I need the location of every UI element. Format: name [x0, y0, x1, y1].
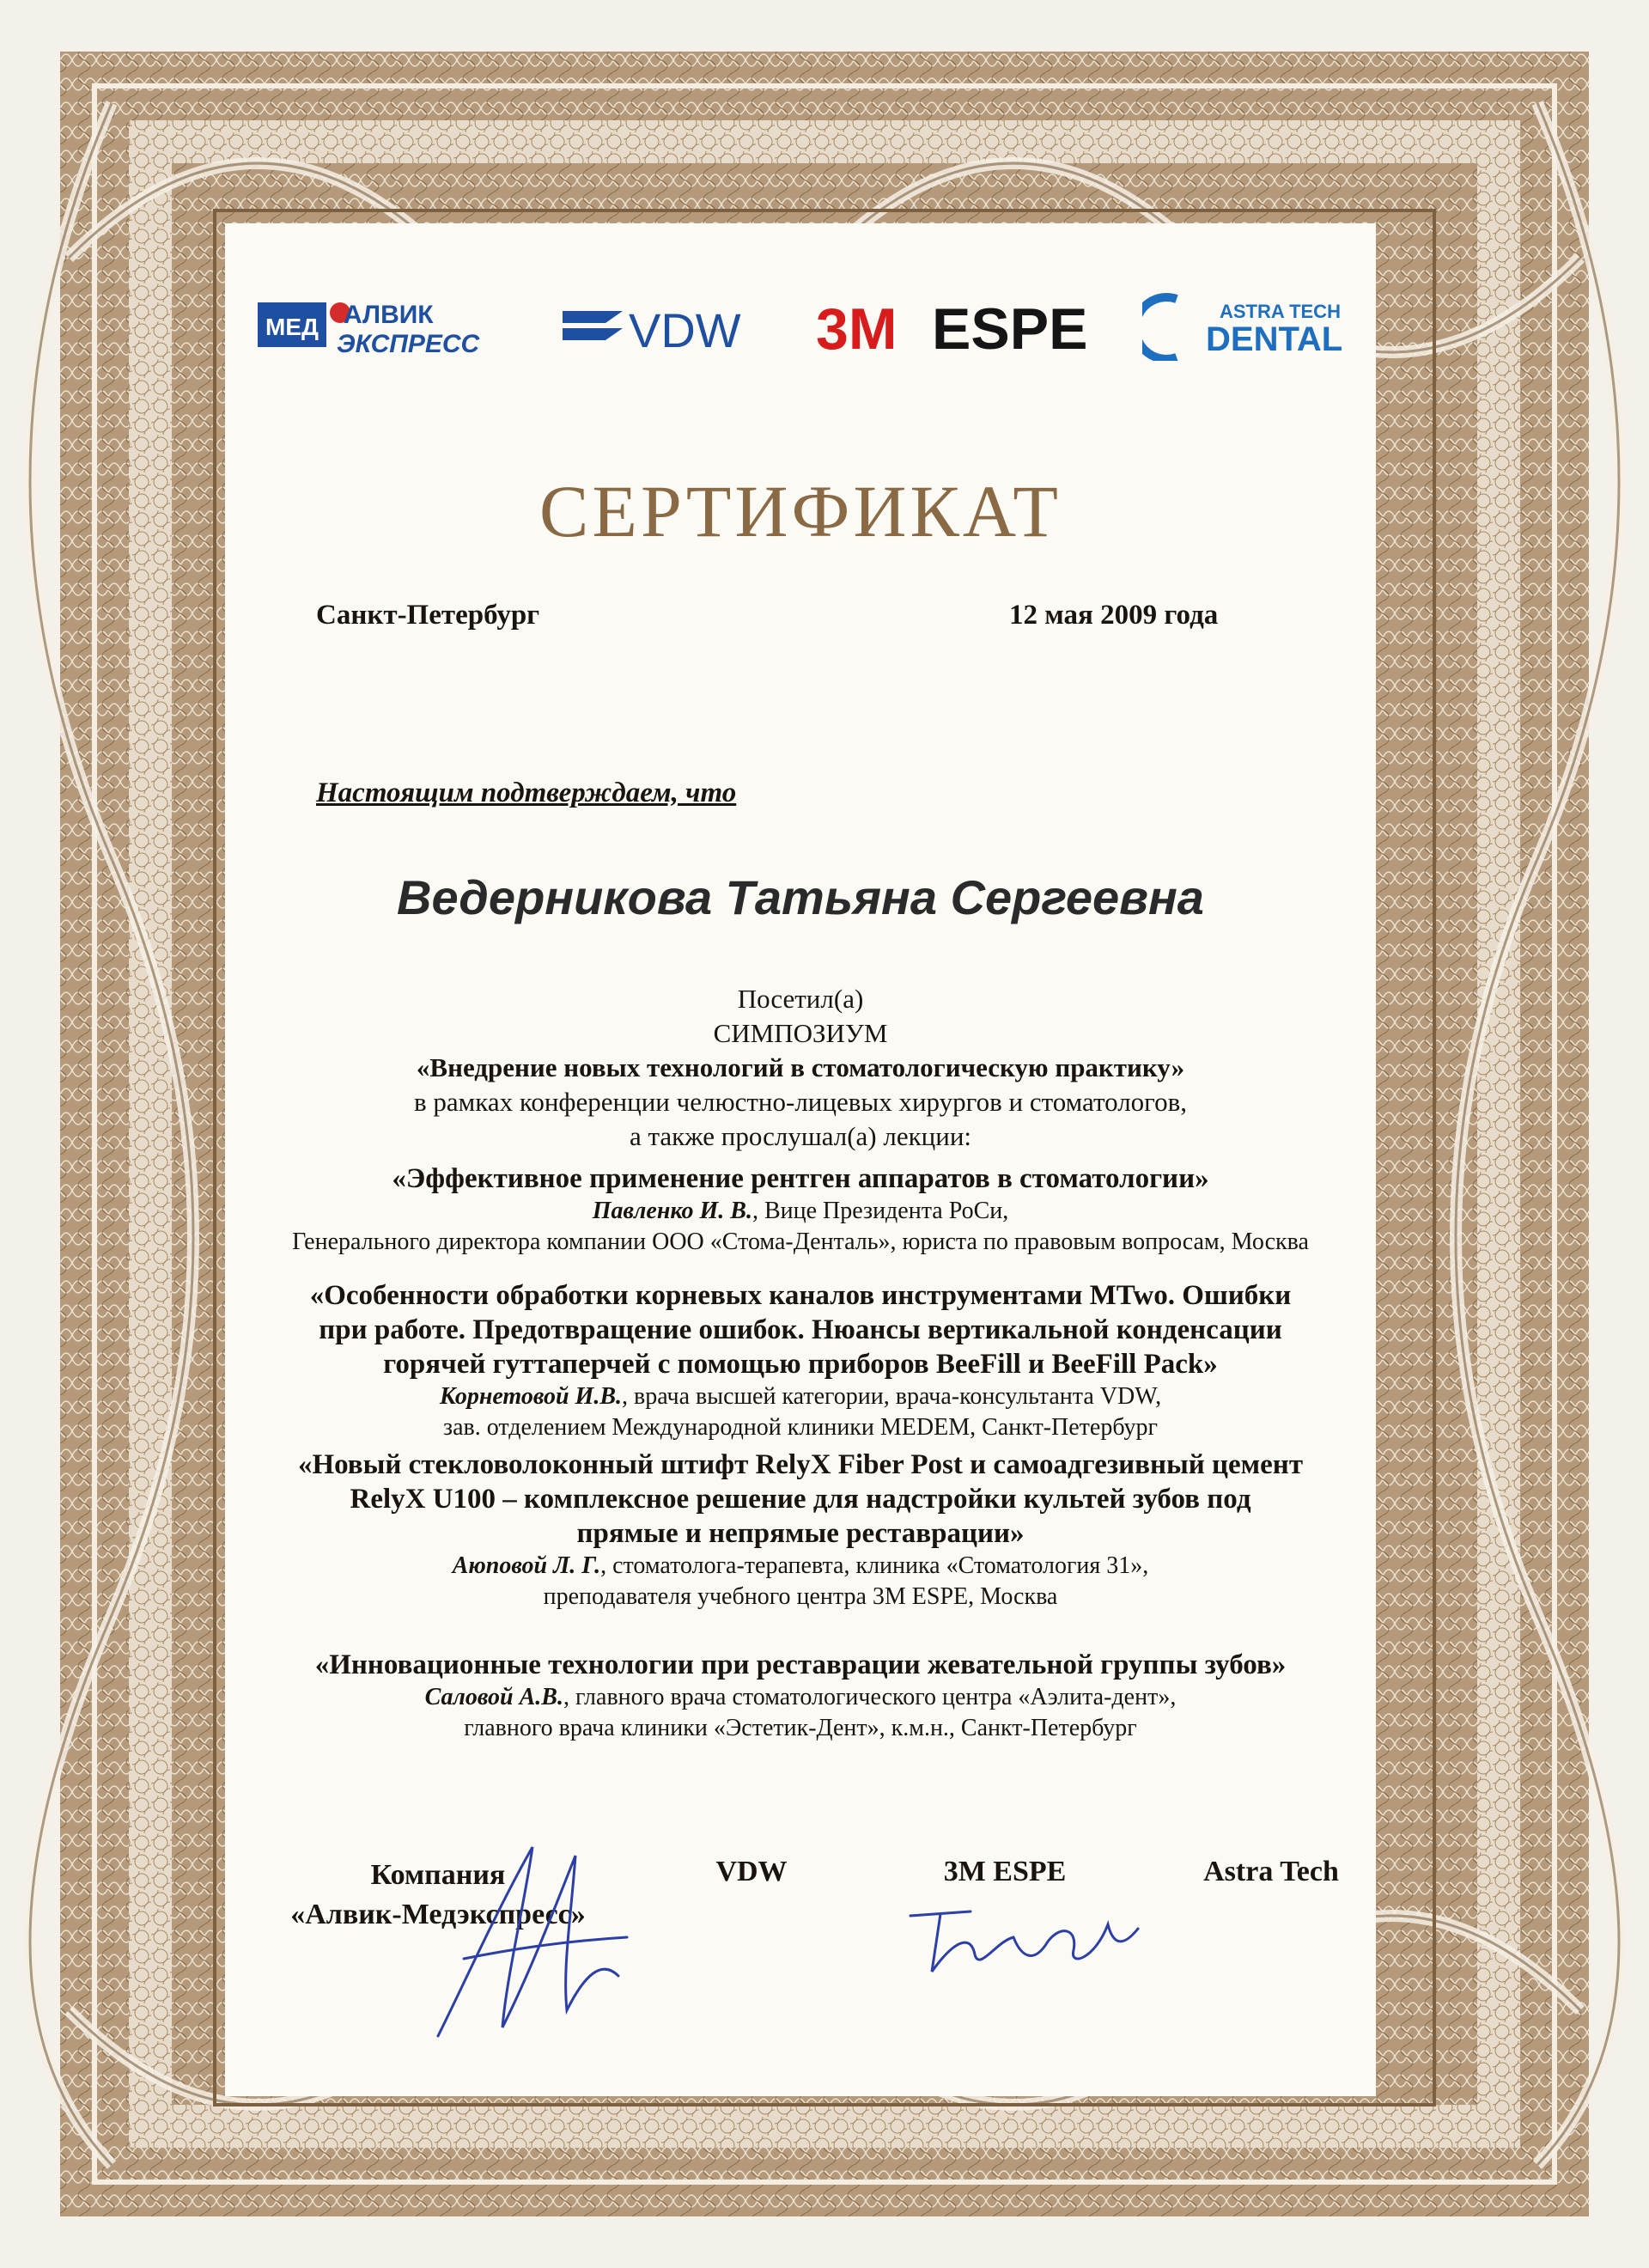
alvik-medexpress-logo: [258, 292, 515, 361]
sponsor-vdw: VDW: [715, 1856, 788, 1887]
sponsor-3m-espe: 3M ESPE: [943, 1856, 1067, 1887]
lecture-details: зав. отделением Международной клиники MEDEM, Санкт-Петербург: [443, 1414, 1158, 1441]
lecture-title: горячей гуттаперчей с помощью приборов BeeFill и BeeFill Pack»: [383, 1349, 1218, 1380]
lecture-title: при работе. Предотвращение ошибок. Нюансы вертикальной конденсации: [319, 1314, 1282, 1345]
lecture-speaker: Аюповой Л. Г.: [452, 1552, 601, 1579]
certificate-date: 12 мая 2009 года: [1009, 600, 1219, 631]
lecture-speaker: Корнетовой И.В.: [439, 1383, 622, 1410]
lecture-title: «Эффективное применение рентген аппаратов в стоматологии»: [392, 1163, 1209, 1194]
lecture-details: , главного врача стоматологического центра «Аэлита-дент»,: [563, 1684, 1177, 1710]
signature-alvik: [404, 1830, 661, 2053]
attended-label: Посетил(а): [737, 984, 864, 1014]
lecture-title: «Новый стекловолоконный штифт RelyX Fiber Post и самоадгезивный цемент: [297, 1449, 1304, 1480]
lecture-item: [225, 1161, 1376, 1258]
lecture-details: преподавателя учебного центра 3M ESPE, Москва: [543, 1583, 1058, 1610]
sponsor-name: «Алвик-Медэкспресс»: [290, 1899, 586, 1930]
recipient-name: Ведерникова Татьяна Сергеевна: [397, 870, 1204, 924]
lecture-item: [225, 1448, 1376, 1613]
3m-espe-logo: [816, 292, 1099, 361]
sponsor-logos: [258, 292, 1374, 387]
vdw-logo: [558, 292, 764, 361]
lecture-details: , врача высшей категории, врача-консультанта VDW,: [622, 1383, 1162, 1410]
lecture-title: «Инновационные технологии при реставрации жевательной группы зубов»: [314, 1649, 1287, 1680]
sponsor-astra-tech: Astra Tech: [1203, 1856, 1339, 1887]
lecture-title: «Особенности обработки корневых каналов инструментами MTwo. Ошибки: [309, 1280, 1292, 1311]
event-type: СИМПОЗИУМ: [713, 1018, 888, 1048]
svg-text:DENTAL: DENTAL: [1206, 320, 1343, 358]
event-title: «Внедрение новых технологий в стоматологическую практику»: [416, 1052, 1185, 1082]
svg-text:ESPE: ESPE: [932, 296, 1088, 361]
lecture-details: Генерального директора компании ООО «Стома-Денталь», юриста по правовым вопросам, Москва: [292, 1228, 1309, 1255]
svg-text:МЕД: МЕД: [265, 314, 319, 340]
lecture-details: , Вице Президента РоСи,: [751, 1198, 1009, 1224]
svg-text:VDW: VDW: [629, 303, 741, 357]
astra-tech-dental-logo: [1142, 292, 1366, 361]
svg-text:АЛВИК: АЛВИК: [344, 301, 434, 329]
lecture-details: главного врача клиники «Эстетик-Дент», к.м.н., Санкт-Петербург: [464, 1715, 1137, 1741]
confirmation-text: Настоящим подтверждаем, что: [316, 777, 737, 808]
svg-text:ASTRA TECH: ASTRA TECH: [1220, 301, 1341, 322]
event-context: а также прослушал(а) лекции:: [629, 1121, 972, 1151]
event-context: в рамках конференции челюстно-лицевых хирургов и стоматологов,: [413, 1087, 1188, 1117]
sponsor-name: Компания: [370, 1859, 506, 1891]
lecture-item: [225, 1648, 1376, 1744]
certificate-city: Санкт-Петербург: [316, 600, 540, 631]
event-block: [225, 982, 1376, 1154]
lecture-item: [225, 1278, 1376, 1443]
lecture-title: прямые и непрямые реставрации»: [576, 1518, 1025, 1549]
svg-text:3M: 3M: [816, 296, 898, 361]
certificate-title: СЕРТИФИКАТ: [539, 470, 1062, 552]
signature-3m-espe: [893, 1890, 1151, 1993]
svg-text:ЭКСПРЕСС: ЭКСПРЕСС: [337, 330, 480, 358]
lecture-speaker: Саловой А.В.: [424, 1684, 563, 1710]
lecture-details: , стоматолога-терапевта, клиника «Стоматология 31»,: [600, 1552, 1149, 1579]
lecture-speaker: Павленко И. В.: [592, 1198, 752, 1224]
lecture-title: RelyX U100 – комплексное решение для надстройки культей зубов под: [350, 1484, 1251, 1515]
